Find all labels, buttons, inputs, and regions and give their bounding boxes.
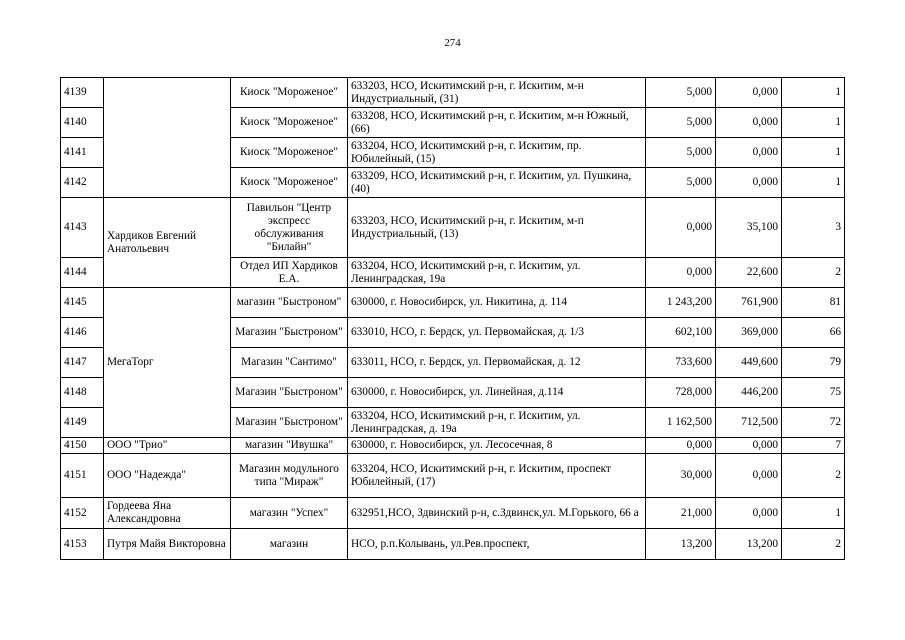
- object-type: Магазин модульного типа "Мираж": [231, 454, 348, 498]
- address: 633010, НСО, г. Бердск, ул. Первомайская, д. 1/3: [348, 318, 646, 348]
- object-type: Магазин "Быстроном": [231, 408, 348, 438]
- value-1: 1 243,200: [646, 288, 716, 318]
- table-row: [61, 438, 845, 454]
- value-2: 0,000: [716, 168, 782, 198]
- address: 630000, г. Новосибирск, ул. Никитина, д. 114: [348, 288, 646, 318]
- address: 630000, г. Новосибирск, ул. Линейная, д.114: [348, 378, 646, 408]
- row-number: 4152: [61, 498, 104, 529]
- value-3: 2: [782, 258, 845, 288]
- table-row: [61, 529, 845, 560]
- value-2: 0,000: [716, 138, 782, 168]
- row-number: 4141: [61, 138, 104, 168]
- value-3: 66: [782, 318, 845, 348]
- object-type: Киоск "Мороженое": [231, 108, 348, 138]
- owner-cell: Путря Майя Викторовна: [104, 529, 231, 560]
- value-2: 712,500: [716, 408, 782, 438]
- value-1: 13,200: [646, 529, 716, 560]
- value-2: 0,000: [716, 78, 782, 108]
- address: 633204, НСО, Искитимский р-н, г. Искитим, ул. Ленинградская, д. 19а: [348, 408, 646, 438]
- value-3: 1: [782, 138, 845, 168]
- address: 630000, г. Новосибирск, ул. Лесосечная, 8: [348, 438, 646, 454]
- value-3: 1: [782, 498, 845, 529]
- object-type: магазин "Быстроном": [231, 288, 348, 318]
- value-2: 449,600: [716, 348, 782, 378]
- object-type: Магазин "Сантимо": [231, 348, 348, 378]
- table-row: [61, 198, 845, 258]
- value-1: 602,100: [646, 318, 716, 348]
- owner-cell: Гордеева Яна Александровна: [104, 498, 231, 529]
- owner-cell: ООО "Трио": [104, 438, 231, 454]
- value-1: 733,600: [646, 348, 716, 378]
- value-3: 3: [782, 198, 845, 258]
- value-1: 21,000: [646, 498, 716, 529]
- value-1: 1 162,500: [646, 408, 716, 438]
- address: 633208, НСО, Искитимский р-н, г. Искитим, м-н Южный, (66): [348, 108, 646, 138]
- row-number: 4147: [61, 348, 104, 378]
- owner-cell: Хардиков Евгений Анатольевич: [104, 198, 231, 288]
- value-2: 0,000: [716, 498, 782, 529]
- value-3: 2: [782, 529, 845, 560]
- value-1: 0,000: [646, 198, 716, 258]
- object-type: Магазин "Быстроном": [231, 378, 348, 408]
- value-3: 1: [782, 78, 845, 108]
- address: 632951,НСО, Здвинский р-н, с.Здвинск,ул. М.Горького, 66 а: [348, 498, 646, 529]
- owner-cell: МегаТорг: [104, 288, 231, 438]
- value-1: 5,000: [646, 138, 716, 168]
- value-2: 0,000: [716, 108, 782, 138]
- value-1: 0,000: [646, 438, 716, 454]
- row-number: 4151: [61, 454, 104, 498]
- object-type: Киоск "Мороженое": [231, 78, 348, 108]
- value-1: 30,000: [646, 454, 716, 498]
- address: 633209, НСО, Искитимский р-н, г. Искитим, ул. Пушкина, (40): [348, 168, 646, 198]
- value-2: 22,600: [716, 258, 782, 288]
- value-3: 1: [782, 108, 845, 138]
- object-type: магазин "Ивушка": [231, 438, 348, 454]
- page-number: 274: [444, 37, 461, 49]
- table-row: [61, 288, 845, 318]
- value-3: 72: [782, 408, 845, 438]
- value-2: 446,200: [716, 378, 782, 408]
- table-row: [61, 78, 845, 108]
- address: 633204, НСО, Искитимский р-н, г. Искитим, ул. Ленинградская, 19а: [348, 258, 646, 288]
- value-2: 369,000: [716, 318, 782, 348]
- value-2: 0,000: [716, 438, 782, 454]
- row-number: 4144: [61, 258, 104, 288]
- address: НСО, р.п.Колывань, ул.Рев.проспект,: [348, 529, 646, 560]
- object-type: магазин "Успех": [231, 498, 348, 529]
- row-number: 4139: [61, 78, 104, 108]
- row-number: 4146: [61, 318, 104, 348]
- row-number: 4149: [61, 408, 104, 438]
- value-1: 5,000: [646, 78, 716, 108]
- object-type: Магазин "Быстроном": [231, 318, 348, 348]
- row-number: 4148: [61, 378, 104, 408]
- owner-cell: ООО "Надежда": [104, 454, 231, 498]
- value-1: 0,000: [646, 258, 716, 288]
- object-type: Отдел ИП Хардиков Е.А.: [231, 258, 348, 288]
- value-2: 13,200: [716, 529, 782, 560]
- object-type: Киоск "Мороженое": [231, 138, 348, 168]
- value-3: 7: [782, 438, 845, 454]
- value-2: 35,100: [716, 198, 782, 258]
- row-number: 4140: [61, 108, 104, 138]
- value-1: 728,000: [646, 378, 716, 408]
- registry-table: [60, 77, 845, 560]
- address: 633011, НСО, г. Бердск, ул. Первомайская, д. 12: [348, 348, 646, 378]
- row-number: 4143: [61, 198, 104, 258]
- row-number: 4150: [61, 438, 104, 454]
- address: 633204, НСО, Искитимский р-н, г. Искитим, пр. Юбилейный, (15): [348, 138, 646, 168]
- object-type: Киоск "Мороженое": [231, 168, 348, 198]
- table-row: [61, 454, 845, 498]
- address: 633204, НСО, Искитимский р-н, г. Искитим, проспект Юбилейный, (17): [348, 454, 646, 498]
- value-2: 0,000: [716, 454, 782, 498]
- value-3: 79: [782, 348, 845, 378]
- value-1: 5,000: [646, 108, 716, 138]
- object-type: Павильон "Центр экспресс обслуживания "Билайн": [231, 198, 348, 258]
- address: 633203, НСО, Искитимский р-н, г. Искитим, м-п Индустриальный, (13): [348, 198, 646, 258]
- address: 633203, НСО, Искитимский р-н, г. Искитим, м-н Индустриальный, (31): [348, 78, 646, 108]
- row-number: 4145: [61, 288, 104, 318]
- value-2: 761,900: [716, 288, 782, 318]
- row-number: 4153: [61, 529, 104, 560]
- row-number: 4142: [61, 168, 104, 198]
- value-3: 75: [782, 378, 845, 408]
- owner-cell: [104, 78, 231, 198]
- object-type: магазин: [231, 529, 348, 560]
- table-row: [61, 498, 845, 529]
- value-3: 2: [782, 454, 845, 498]
- value-3: 1: [782, 168, 845, 198]
- value-3: 81: [782, 288, 845, 318]
- value-1: 5,000: [646, 168, 716, 198]
